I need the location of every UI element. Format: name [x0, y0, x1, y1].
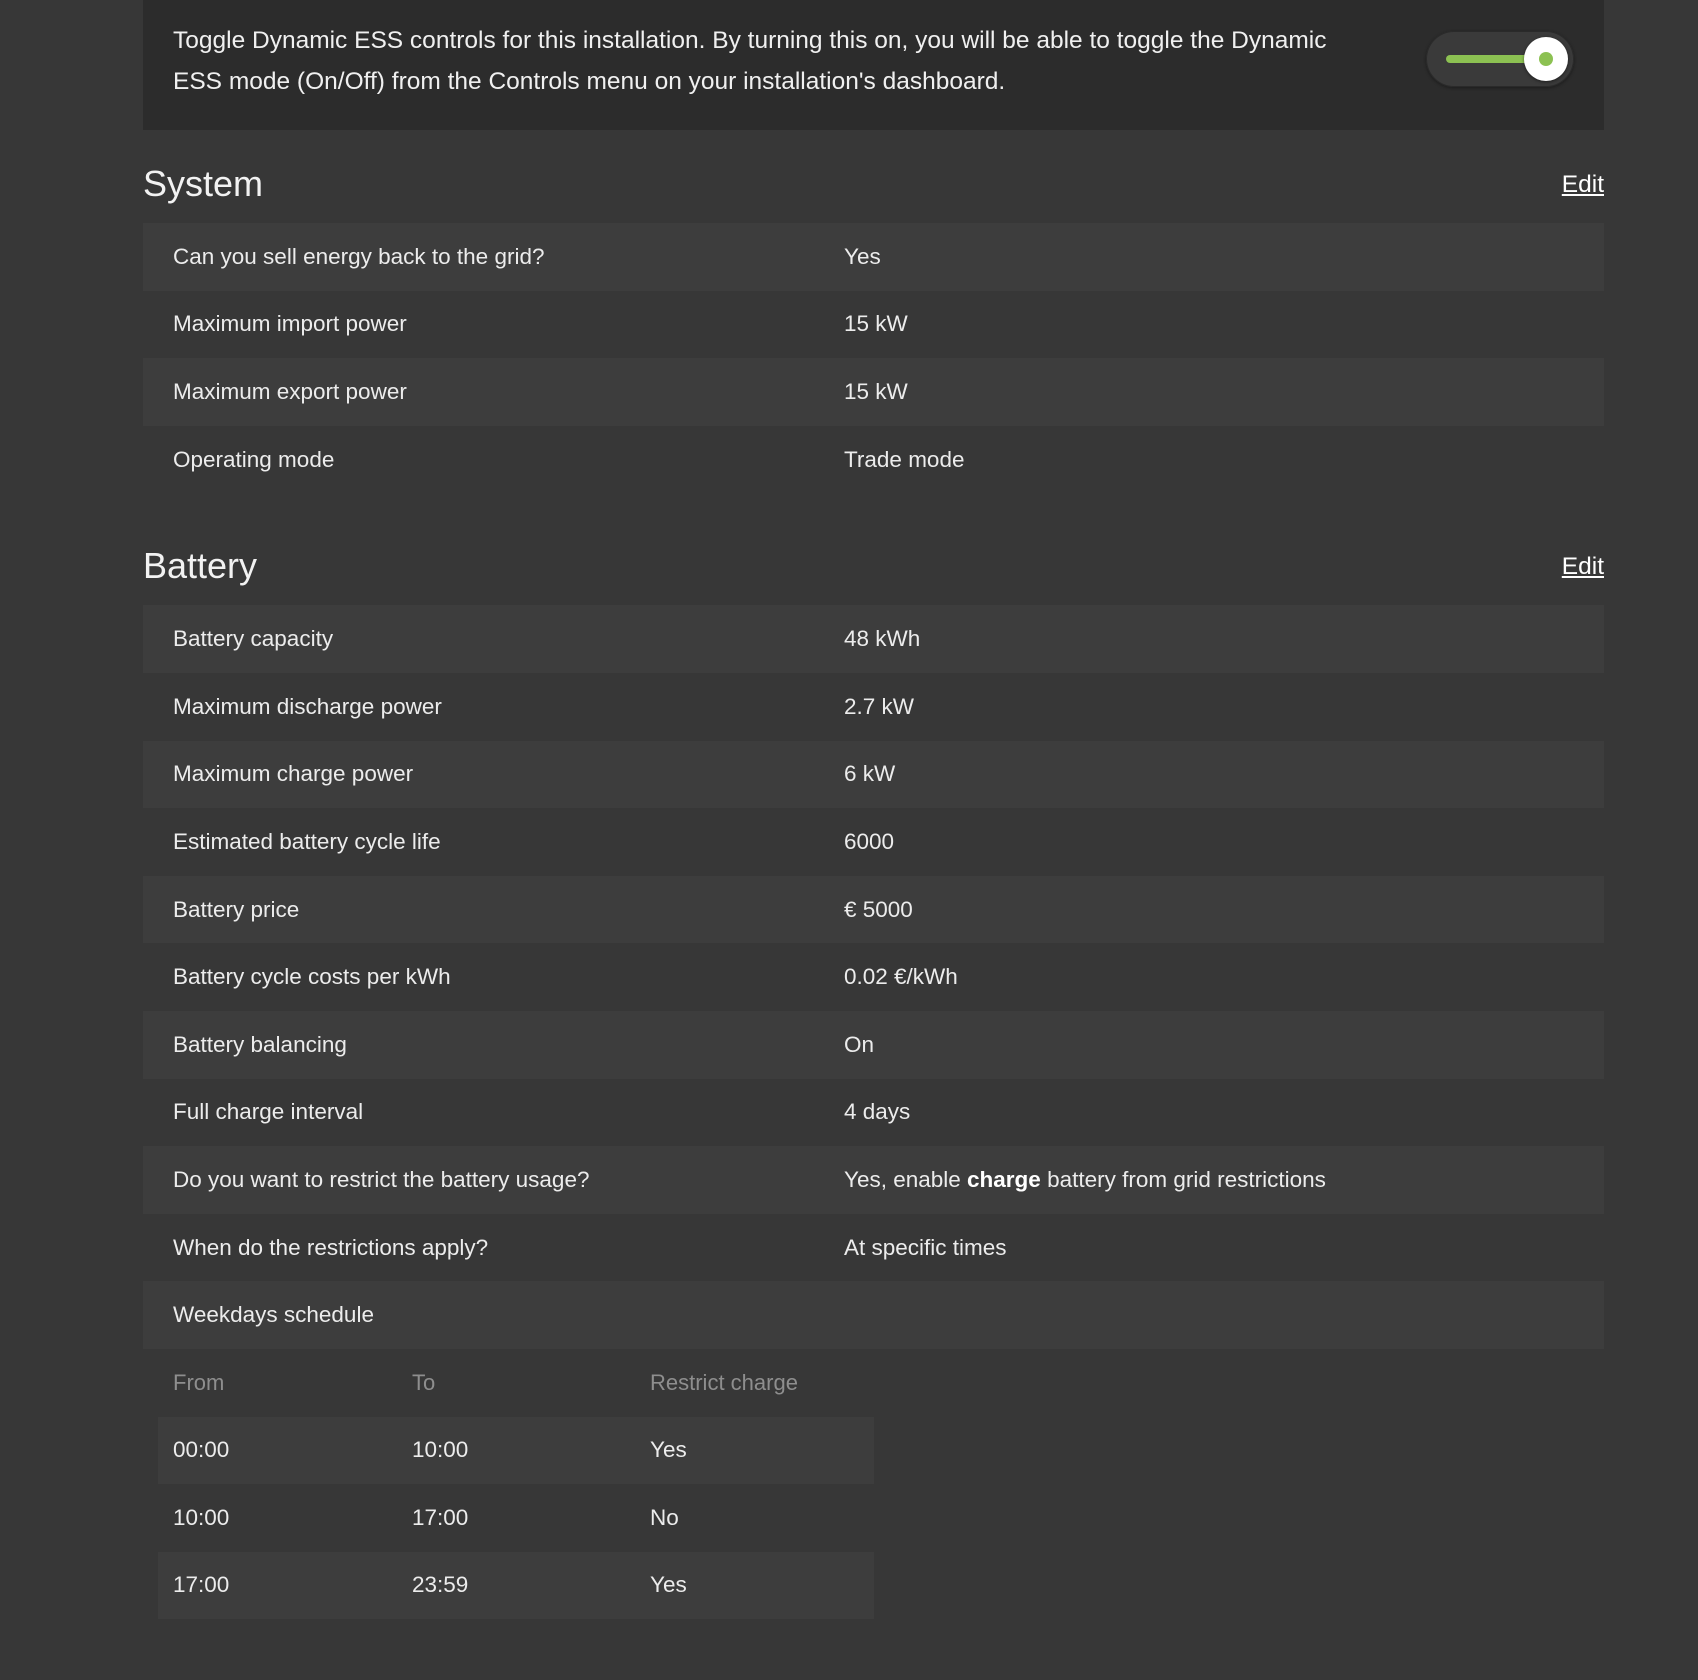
dynamic-ess-toggle[interactable]	[1426, 31, 1574, 87]
table-row	[143, 1011, 1604, 1079]
row-value: On	[844, 1031, 875, 1057]
row-value	[844, 1167, 1604, 1193]
dynamic-ess-description: Toggle Dynamic ESS controls for this installation. By turning this on, you will be able to toggle the Dynamic ESS mode (On/Off) from the Controls menu on your installation's dashboard.	[173, 27, 1327, 95]
row-label: When do the restrictions apply?	[173, 1234, 489, 1260]
restrict-charge-cell: No	[650, 1504, 679, 1530]
table-row	[143, 1281, 1604, 1349]
battery-edit-link[interactable]: Edit	[1561, 553, 1604, 581]
row-label: Battery price	[173, 896, 300, 922]
column-header-from: From	[173, 1369, 225, 1395]
row-label: Estimated battery cycle life	[173, 828, 441, 854]
table-row	[143, 1079, 1604, 1147]
schedule-row	[158, 1417, 874, 1485]
row-value: Yes	[844, 243, 881, 269]
row-label: Full charge interval	[173, 1099, 364, 1125]
system-section-header	[143, 163, 1604, 223]
table-row	[143, 808, 1604, 876]
from-cell: 10:00	[173, 1504, 230, 1530]
table-row	[143, 943, 1604, 1011]
battery-table	[143, 605, 1604, 1349]
restrict-charge-cell: Yes	[650, 1437, 687, 1463]
to-cell: 17:00	[412, 1504, 469, 1530]
dynamic-ess-toggle-card	[143, 0, 1604, 130]
row-value: 6000	[844, 828, 895, 854]
table-row	[143, 605, 1604, 673]
table-row	[143, 1214, 1604, 1282]
system-edit-link[interactable]: Edit	[1561, 171, 1604, 198]
row-value: € 5000	[844, 896, 913, 922]
from-cell: 17:00	[173, 1572, 230, 1598]
schedule-row	[158, 1552, 874, 1620]
row-value: Trade mode	[844, 446, 965, 472]
value-bold: charge	[967, 1166, 1041, 1192]
value-suffix: battery from grid restrictions	[1040, 1166, 1326, 1192]
battery-section-header	[143, 545, 1604, 605]
system-title: System	[143, 163, 264, 204]
row-label: Battery balancing	[173, 1031, 347, 1057]
battery-title: Battery	[143, 545, 258, 587]
from-cell: 00:00	[173, 1437, 230, 1463]
row-label: Maximum charge power	[173, 761, 414, 787]
table-row	[143, 876, 1604, 944]
row-value: 48 kWh	[844, 626, 921, 652]
table-row	[143, 223, 1604, 291]
row-label: Battery capacity	[173, 626, 334, 652]
row-label: Maximum discharge power	[173, 693, 442, 719]
to-cell: 23:59	[412, 1572, 469, 1598]
row-value: 2.7 kW	[844, 693, 915, 719]
row-value: At specific times	[844, 1234, 1007, 1260]
table-row	[143, 358, 1604, 426]
restrict-charge-cell: Yes	[650, 1572, 687, 1598]
schedule-row	[158, 1484, 874, 1552]
row-value: 4 days	[844, 1099, 911, 1125]
row-value: 0.02 €/kWh	[844, 964, 958, 990]
ess-settings-page	[143, 0, 1604, 1619]
table-row	[143, 741, 1604, 809]
row-label: Maximum import power	[173, 311, 407, 337]
to-cell: 10:00	[412, 1437, 469, 1463]
system-table	[143, 223, 1604, 493]
value-prefix: Yes, enable	[844, 1166, 968, 1192]
row-label: Maximum export power	[173, 378, 407, 404]
toggle-knob	[1524, 37, 1568, 81]
row-label: Operating mode	[173, 446, 335, 472]
row-label: Can you sell energy back to the grid?	[173, 243, 545, 269]
row-value: 15 kW	[844, 378, 908, 404]
table-row	[143, 673, 1604, 741]
row-label: Do you want to restrict the battery usage?	[173, 1166, 590, 1192]
column-header-to: To	[412, 1369, 436, 1395]
row-label: Battery cycle costs per kWh	[173, 964, 451, 990]
column-header-restrict-charge: Restrict charge	[650, 1369, 798, 1395]
schedule-header-row	[158, 1349, 874, 1417]
row-label: Weekdays schedule	[173, 1302, 374, 1328]
table-row	[143, 291, 1604, 359]
row-value: 6 kW	[844, 761, 896, 787]
table-row	[143, 426, 1604, 494]
row-value: 15 kW	[844, 311, 908, 337]
table-row	[143, 1146, 1604, 1214]
weekdays-schedule-table	[158, 1349, 874, 1619]
